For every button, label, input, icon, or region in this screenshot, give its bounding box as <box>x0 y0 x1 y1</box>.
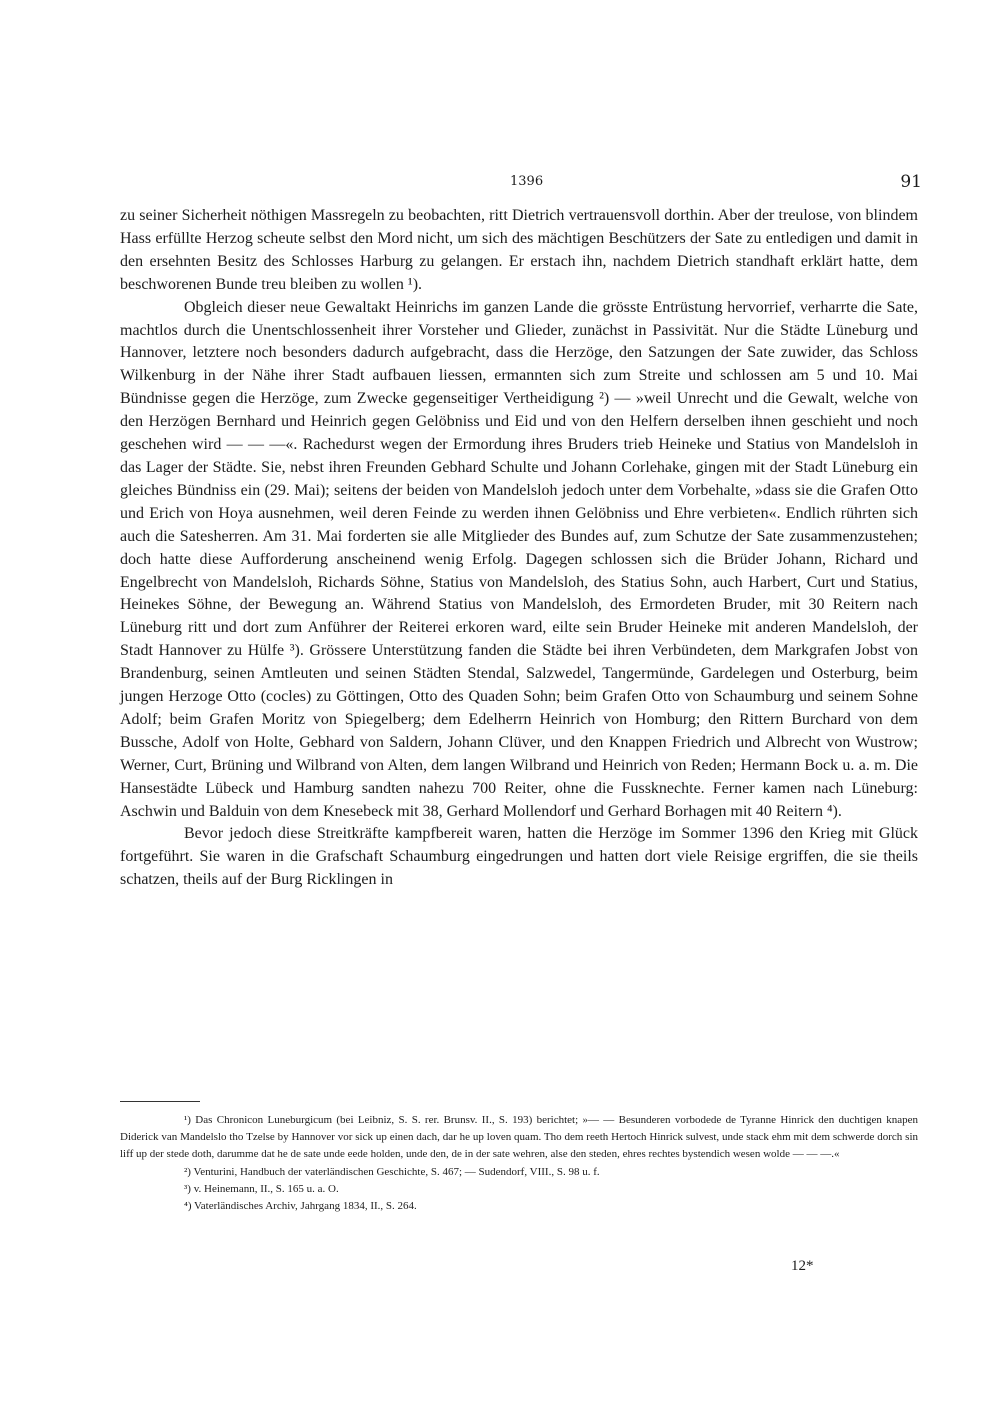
paragraph: Bevor jedoch diese Streitkräfte kampfbereit waren, hatten die Herzöge im Sommer 1396 den Krieg mit Glück fortgeführt. Sie waren in die Grafschaft Schaumburg eingedrungen und hatten dort viele Reisige ergriffen, die sie theils schatzen, theils auf der Burg Ricklingen in <box>120 825 918 889</box>
footnote: ¹) Das Chronicon Luneburgicum (bei Leibniz, S. S. rer. Brunsv. II., S. 193) berichtet; »— — Besunderen vorbodede de Tyranne Hinrick den duchtigen knapen Diderick van Mandelslo tho Tzelse by Hannover vor sick up einen dach, dar he up loven quam. Tho dem reeth Hertoch Hinrick sulvest, unde stack ehm mit dem schwerde dorch sin liff up der stede doth, darumme dat he de sate unde eede holden, unde den, de in der sate wehren, alse den steden, ehres rechtes bystendich wesen wolde — — —.« <box>120 1114 918 1161</box>
footnotes <box>120 1112 918 1215</box>
main-text <box>120 205 918 892</box>
footnote-separator <box>120 1101 200 1102</box>
footnote: ²) Venturini, Handbuch der vaterländischen Geschichte, S. 467; — Sudendorf, VIII., S. 98 u. f. <box>184 1165 600 1178</box>
footnote: ³) v. Heinemann, II., S. 165 u. a. O. <box>184 1182 339 1195</box>
footnote: ⁴) Vaterländisches Archiv, Jahrgang 1834, II., S. 264. <box>184 1200 417 1213</box>
running-header <box>120 172 928 202</box>
header-year: 1396 <box>510 174 544 189</box>
paragraph: zu seiner Sicherheit nöthigen Massregeln zu beobachten, ritt Dietrich vertrauensvoll dorthin. Aber der treulose, von blindem Hass erfüllte Herzog scheute selbst den Mord nicht, um sich des mächtigen Beschützers der Sate zu entledigen und damit in den ersehnten Besitz des Schlosses Harburg zu gelangen. Er erstach ihn, nachdem Dietrich standhaft erklärt hatte, dem beschworenen Bunde treu bleiben zu wollen ¹). <box>120 207 918 293</box>
signature-mark: 12* <box>791 1258 814 1274</box>
page-number: 91 <box>900 172 922 192</box>
paragraph: Obgleich dieser neue Gewaltakt Heinrichs im ganzen Lande die grösste Entrüstung hervorrief, verharrte die Sate, machtlos durch die Unentschlossenheit ihrer Vorsteher und Glieder, zunächst in Passivität. Nur die Städte Lüneburg und Hannover, letztere noch besonders dadurch aufgebracht, dass die Herzöge, den Satzungen der Sate zuwider, das Schloss Wilkenburg in der Nähe ihrer Stadt aufbauen liessen, ermannten sich zum Streite und schlossen am 5 und 10. Mai Bündnisse gegen die Herzöge, zum Zwecke gegenseitiger Vertheidigung ²) — »weil Unrecht und die Gewalt, welche von den Herzögen Bernhard und Heinrich gegen Gelöbniss und Eid und von den Helfern derselben ihnen geschieht und noch geschehen wird — — —«. Rachedurst wegen der Ermordung ihres Bruders trieb Heineke und Statius von Mandelsloh in das Lager der Städte. Sie, nebst ihren Freunden Gebhard Schulte und Johann Corlehake, gingen mit der Stadt Lüneburg ein gleiches Bündniss ein (29. Mai); seitens der beiden von Mandelsloh jedoch unter dem Vorbehalte, »dass sie die Grafen Otto und Erich von Hoya ausnehmen, weil deren Feinde zu werden ihnen Gelöbniss und Ehre verbieten«. Endlich rührten sich auch die Satesherren. Am 31. Mai forderten sie alle Mitglieder des Bundes auf, zum Schutze der Sate zusammenzustehen; doch hatte diese Aufforderung anscheinend wenig Erfolg. Dagegen schlossen sich die Brüder Johann, Richard und Engelbrecht von Mandelsloh, Richards Söhne, Statius von Mandelsloh, des Statius Sohn, auch Harbert, Curt und Statius, Heinekes Söhne, der Bewegung an. Während Statius von Mandelsloh, des Ermordeten Bruder, mit 30 Reitern nach Lüneburg ritt und dort zum Anführer der Reiterei erkoren ward, eilte sein Bruder Heineke mit anderen Mandelsloh, der Stadt Hannover zu Hülfe ³). Grössere Unterstützung fanden die Städte bei ihren Verbündeten, dem Markgrafen Jobst von Brandenburg, seinen Amtleuten und seinen Städten Stendal, Salzwedel, Tangermünde, Gardelegen und Osterburg, beim jungen Herzoge Otto (cocles) zu Göttingen, Otto des Quaden Sohn; beim Grafen Otto von Schaumburg und seinem Sohne Adolf; beim Grafen Moritz von Spiegelberg; dem Edelherrn Heinrich von Homburg; den Rittern Burchard von dem Bussche, Adolf von Holte, Gebhard von Saldern, Johann Clüver, und den Knappen Friedrich und Albrecht von Wustrow; Werner, Curt, Brüning und Wilbrand von Alten, dem langen Wilbrand und Heinrich von Reden; Hermann Bock u. a. m. Die Hansestädte Lübeck und Hamburg sandten nahezu 700 Reiter, ohne die Fussknechte. Ferner kamen nach Lüneburg: Aschwin und Balduin von dem Knesebeck mit 38, Gerhard Mollendorf und Gerhard Borhagen mit 40 Reitern ⁴). <box>120 298 918 820</box>
